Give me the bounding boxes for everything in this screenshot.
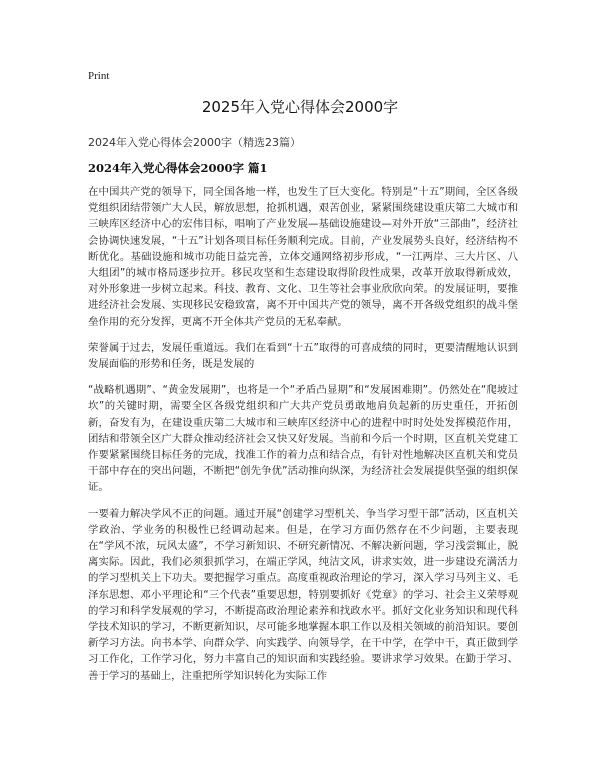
print-label: Print — [88, 70, 110, 82]
paragraph-4: 一要着力解决学风不正的问题。通过开展“创建学习型机关、争当学习型干部”活动，区直机关学政治、学业务的积极性已经调动起来。但是，在学习方面仍然存在不少问题，主要表现在“学风不浓，玩风太盛”，不学习新知识、不研究新情况、不解决新问题，学习浅尝辄止，脱离实际。因此，我们必须狠抓学习，在端正学风，纯洁文风，讲求实效，进一步建设充满活力的学习型机关上下功夫。要把握学习重点。高度重视政治理论的学习，深入学习马列主义、毛泽东思想、邓小平理论和“三个代表”重要思想，特别要抓好《党章》的学习、社会主义荣辱观的学习和科学发展观的学习，不断提高政治理论素养和找政水平。抓好文化业务知识和现代科学技术知识的学习，不断更新知识，尽可能多地掌握本职工作以及相关领域的前沿知识。要创新学习方法。向书本学、向群众学、向实践学、向领导学，在干中学，在学中干，真正做到学习工作化，工作学习化，努力丰富自己的知识面和实践经验。要讲求学习效果。在勤于学习、善于学习的基础上，注重把所学知识转化为实际工作 — [88, 507, 518, 682]
paragraph-3: “战略机遇期”、“黄金发展期”，也将是一个“矛盾凸显期”和“发展困难期”。仍然处在“爬坡过坎”的关键时期，需要全区各级党组织和广大共产党员勇敢地肩负起新的历史重任，开拓创新，奋发有为，在建设重庆第二大城市和三峡库区经济中心的进程中时时处处发挥模范作用，团结和带领全区广大群众推动经济社会又快又好发展。当前和今后一个时期，区直机关党建工作要紧紧围绕目标任务的完成，找准工作的着力点和结合点，有针对性地解决区直机关和党员干部中存在的突出问题，不断把“创先争优”活动推向纵深，为经济社会发展提供坚强的组织保证。 — [88, 384, 518, 494]
document-subtitle: 2024年入党心得体会2000字（精选23篇） — [88, 136, 301, 149]
paragraph-2: 荣誉属于过去，发展任重道远。我们在看到“十五”取得的可喜成绩的同时，更要清醒地认识到发展面临的形势和任务，既是发展的 — [88, 341, 518, 371]
section-heading: 2024年入党心得体会2000字 篇1 — [88, 161, 268, 175]
paragraph-1: 在中国共产党的领导下，同全国各地一样，也发生了巨大变化。特别是“十五”期间，全区各级党组织团结带领广大人民，解放思想，抢抓机遇，艰苦创业，紧紧围绕建设重庆第二大城市和三峡库区经济中心的宏伟目标，唱响了产业发展—基础设施建设—对外开放“三部曲”，经济社会协调快速发展，“十五”计划各项目标任务顺利完成。目前，产业发展势头良好，经济结构不断优化。基础设施和城市功能日益完善，立体交通网络初步形成，“一江两岸、三大片区、八大组团”的城市格局逐步拉开。移民攻坚和生态建设取得阶段性成果，改革开放取得新成效，对外形象进一步树立起来。科技、教育、文化、卫生等社会事业欣欣向荣。的发展证明，要推进经济社会发展、实现移民安稳致富，离不开中国共产党的领导，离不开各级党组织的战斗堡垒作用的充分发挥，更离不开全体共产党员的无私奉献。 — [88, 186, 518, 328]
page-title: 2025年入党心得体会2000字 — [201, 98, 399, 116]
document-body — [88, 184, 518, 690]
